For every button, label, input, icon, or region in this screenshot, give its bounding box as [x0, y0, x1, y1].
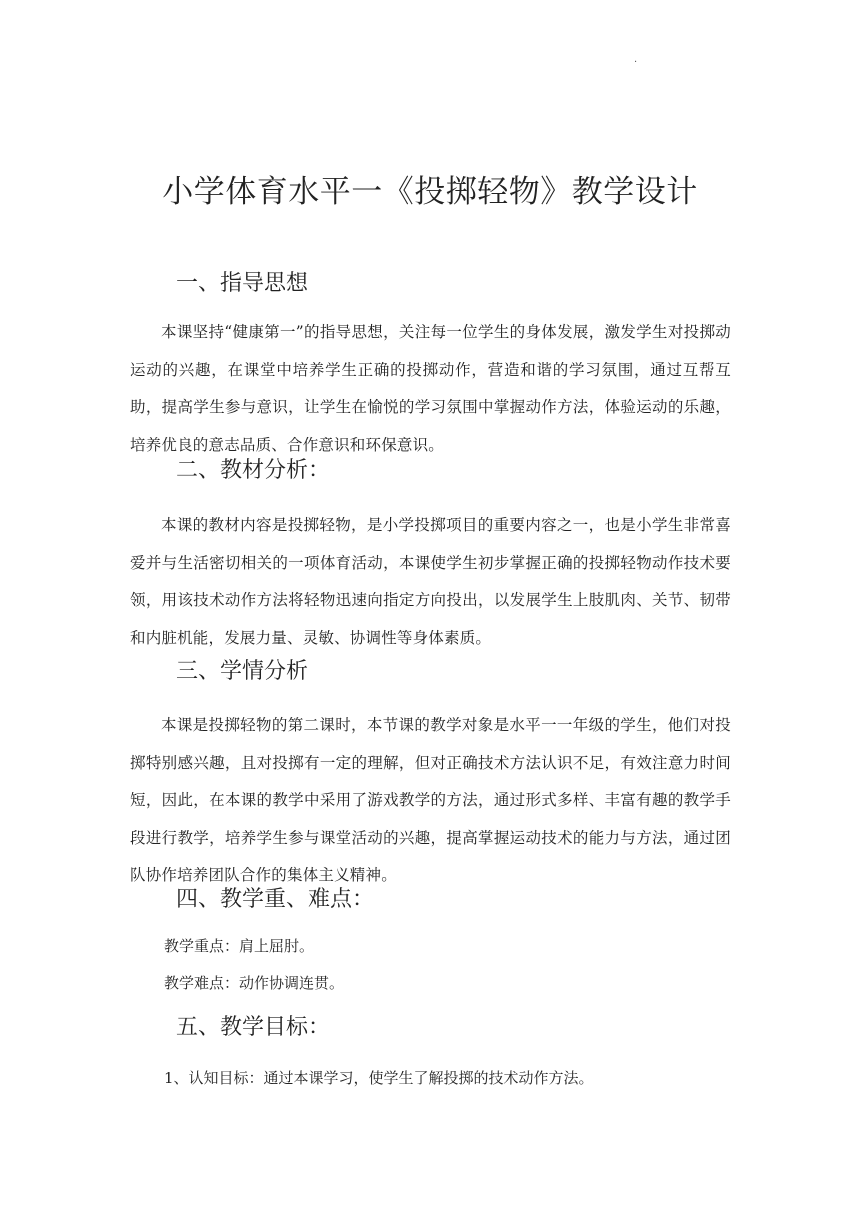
section-heading: 三、学情分析	[176, 659, 309, 684]
section-key-difficult-points	[130, 884, 731, 1002]
section-material-analysis	[130, 455, 731, 657]
difficult-point-line: 教学难点：动作协调连贯。	[164, 974, 345, 992]
section-heading: 二、教材分析：	[176, 458, 331, 483]
section-paragraph: 本课是投掷轻物的第二课时，本节课的教学对象是水平一一年级的学生，他们对投掷特别感兴趣，且对投掷有一定的理解，但对正确技术方法认识不足，有效注意力时间短，因此，在本课的教学中采用了游戏教学的方法，通过形式多样、丰富有趣的教学手段进行教学，培养学生参与课堂活动的兴趣，提高掌握运动技术的能力与方法，通过团队协作培养团队合作的集体主义精神。	[130, 716, 731, 884]
section-heading: 五、教学目标：	[176, 1015, 331, 1040]
section-student-analysis	[130, 656, 731, 895]
key-point-line: 教学重点：肩上屈肘。	[164, 937, 315, 955]
section-guiding-ideology	[130, 268, 731, 464]
section-teaching-objectives	[130, 1012, 731, 1097]
section-heading: 四、教学重、难点：	[176, 887, 375, 912]
section-heading: 一、指导思想	[176, 271, 309, 296]
objective-line: 1、认知目标：通过本课学习，使学生了解投掷的技术动作方法。	[164, 1069, 594, 1087]
corner-mark: .	[634, 54, 638, 65]
section-paragraph: 本课坚持“健康第一”的指导思想，关注每一位学生的身体发展，激发学生对投掷动运动的兴趣，在课堂中培养学生正确的投掷动作，营造和谐的学习氛围，通过互帮互助，提高学生参与意识，让学生在愉悦的学习氛围中掌握动作方法，体验运动的乐趣，培养优良的意志品质、合作意识和环保意识。	[130, 323, 731, 454]
document-title: 小学体育水平一《投掷轻物》教学设计	[162, 174, 698, 210]
section-paragraph: 本课的教材内容是投掷轻物，是小学投掷项目的重要内容之一，也是小学生非常喜爱并与生活密切相关的一项体育活动，本课使学生初步掌握正确的投掷轻物动作技术要领，用该技术动作方法将轻物迅速向指定方向投出，以发展学生上肢肌肉、关节、韧带和内脏机能，发展力量、灵敏、协调性等身体素质。	[130, 516, 731, 647]
